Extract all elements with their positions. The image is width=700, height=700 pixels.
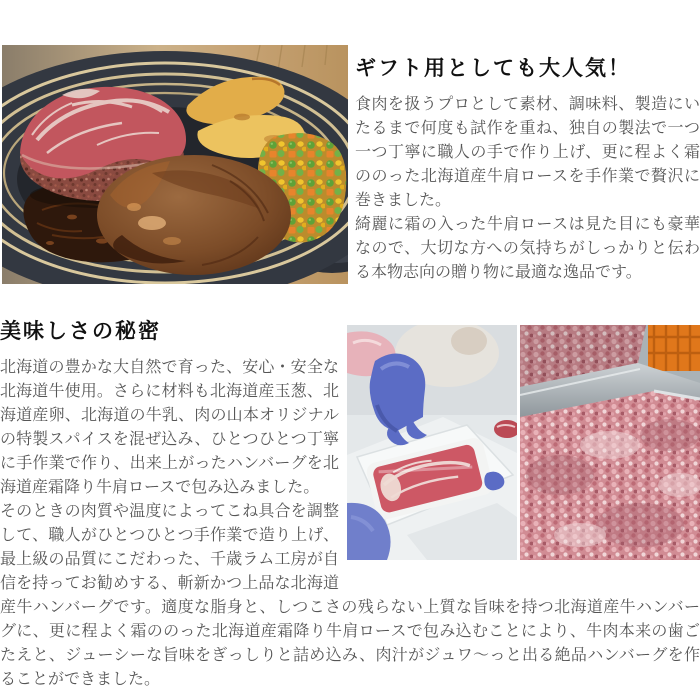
hamburger-pan-photo [2, 45, 348, 284]
hamburger-pan-illustration [2, 45, 348, 284]
secret-paragraph-1: 北海道の豊かな大自然で育った、安心・安全な北海道牛使用。さらに材料も北海道産玉葱、北海道産卵、北海道の牛乳、肉の山本オリジナルの特製スパイスを混ぜ込み、ひとつひとつ丁寧に手作業で作り、出来上がったハンバーグを北海道産霜降り牛肩ロースで包み込みました。 [0, 359, 339, 496]
meat-processing-illustration [347, 325, 700, 560]
gift-section [0, 0, 700, 285]
meat-processing-photo [347, 325, 700, 560]
vacuum-packed-beef-handling-photo [347, 325, 520, 560]
gift-heading: ギフト用としても大人気！ [355, 56, 631, 80]
secret-heading: 美味しさの秘密 [0, 319, 161, 343]
gift-paragraph-2: 綺麗に霜の入った牛肩ロースは見た目にも豪華なので、大切な方への気持ちがしっかりと伝わる本物志向の贈り物に最適な逸品です。 [355, 216, 700, 281]
ground-meat-trays-photo [520, 325, 700, 560]
secret-section [0, 318, 700, 692]
gift-paragraph-1: 食肉を扱うプロとして素材、調味料、製造にいたるまで何度も試作を重ね、独自の製法で一つ一つ丁寧に職人の手で作り上げ、更に程よく霜ののった北海道産牛肩ロースを手作業で贅沢に巻きました。 [355, 96, 700, 209]
secret-paragraph-2: そのときの肉質や温度によってこね具合を調整して、職人がひとつひとつ手作業で造り上げ、最上級の品質にこだわった、千歳ラム工房が自信を持ってお勧めする、斬新かつ上品な北海道産牛ハンバーグです。適度な脂身と、しつこさの残らない上質な旨味を持つ北海道産牛ハンバーグに、更に程よく霜ののった北海道産霜降り牛肩ロースで包み込むことにより、牛肉本来の歯ごたえと、ジューシーな旨味をぎっしりと詰め込み、肉汁がジュワ〜っと出る絶品ハンバーグを作ることができました。 [0, 503, 700, 688]
gift-text-block [355, 45, 700, 285]
